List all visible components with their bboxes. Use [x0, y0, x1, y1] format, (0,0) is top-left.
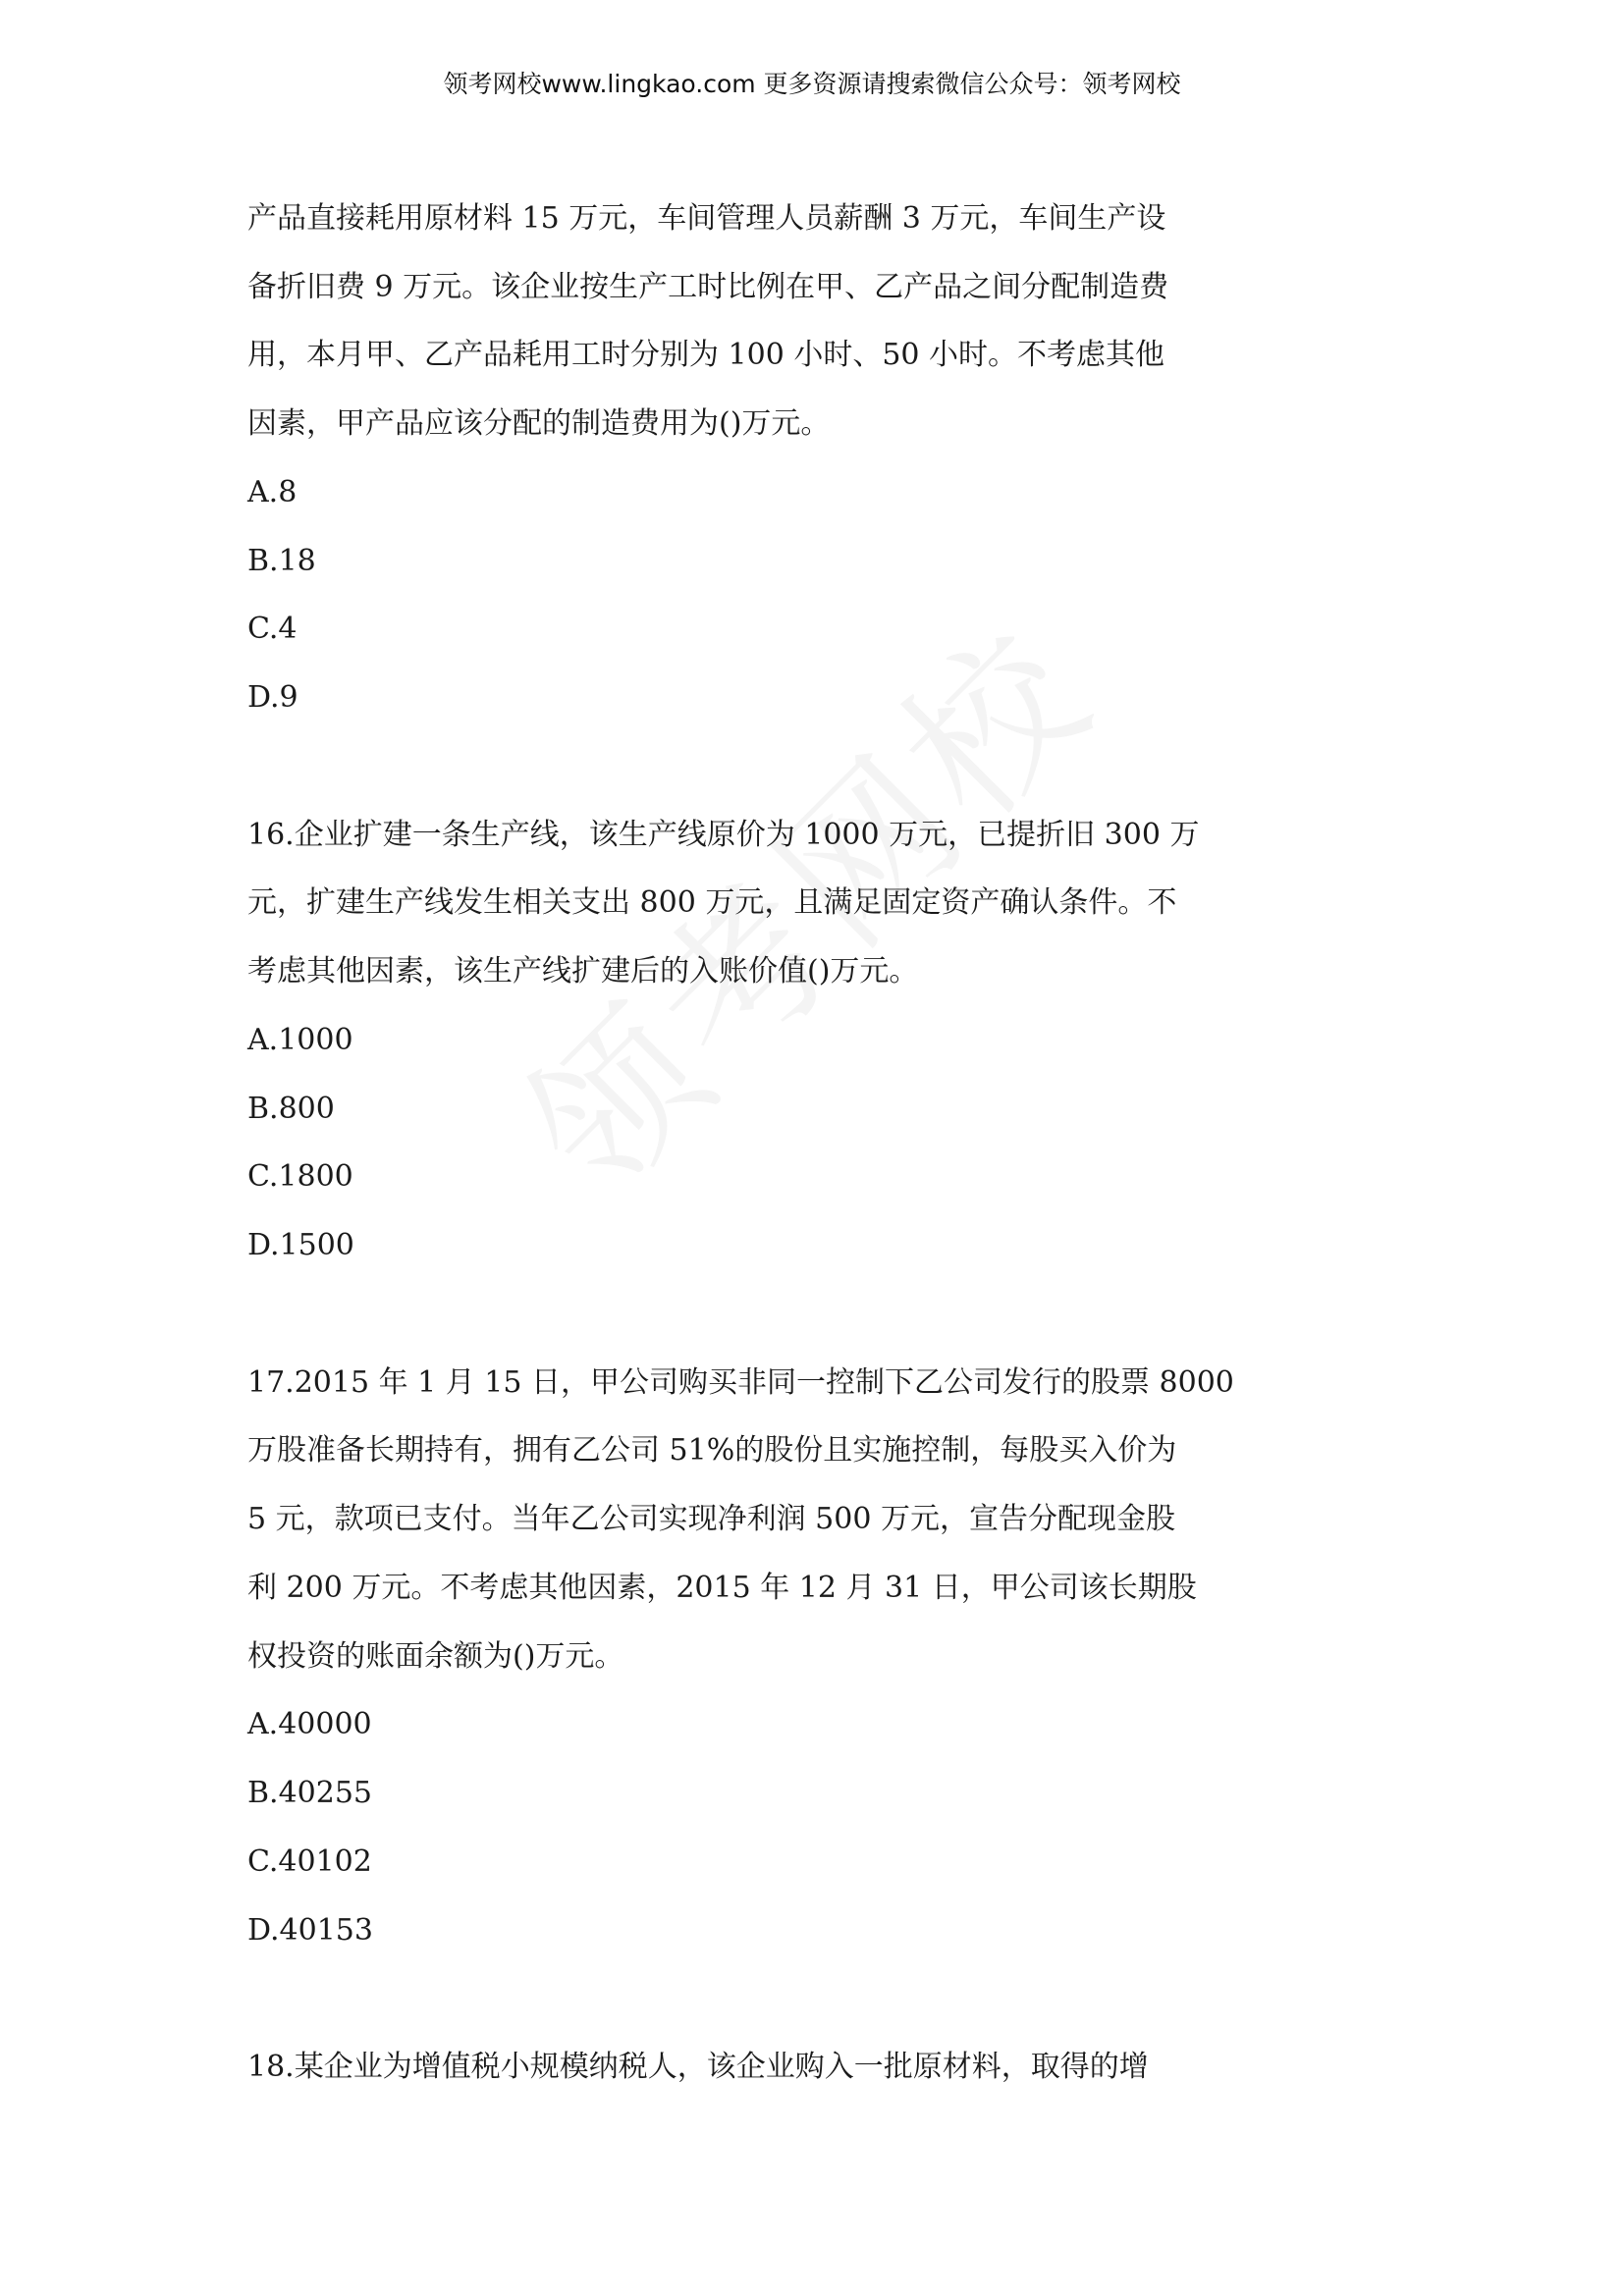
question-17-line-3: 5 元，款项已支付。当年乙公司实现净利润 500 万元，宣告分配现金股	[247, 1502, 1175, 1536]
question-16-option-b: B.800	[247, 1092, 335, 1126]
question-15-line-2: 备折旧费 9 万元。该企业按生产工时比例在甲、乙产品之间分配制造费	[247, 270, 1169, 304]
question-15-line-3: 用，本月甲、乙产品耗用工时分别为 100 小时、50 小时。不考虑其他	[247, 338, 1165, 372]
question-17-line-5: 权投资的账面余额为()万元。	[247, 1639, 624, 1674]
question-17-option-d: D.40153	[247, 1913, 373, 1948]
page-header: 领考网校www.lingkao.com 更多资源请搜索微信公众号：领考网校	[443, 70, 1181, 98]
question-16-option-a: A.1000	[247, 1023, 353, 1057]
question-15-option-d: D.9	[247, 680, 298, 715]
question-17-line-1: 17.2015 年 1 月 15 日，甲公司购买非同一控制下乙公司发行的股票 8000	[247, 1365, 1234, 1400]
question-16-line-3: 考虑其他因素，该生产线扩建后的入账价值()万元。	[247, 954, 919, 988]
question-16-line-2: 元，扩建生产线发生相关支出 800 万元，且满足固定资产确认条件。不	[247, 885, 1177, 920]
question-17-line-4: 利 200 万元。不考虑其他因素，2015 年 12 月 31 日，甲公司该长期股	[247, 1571, 1197, 1605]
question-16-option-c: C.1800	[247, 1159, 353, 1194]
question-17-option-b: B.40255	[247, 1776, 373, 1810]
question-16-line-1: 16.企业扩建一条生产线，该生产线原价为 1000 万元，已提折旧 300 万	[247, 818, 1200, 852]
question-15-option-c: C.4	[247, 612, 298, 646]
question-15-option-a: A.8	[247, 475, 298, 509]
question-16-option-d: D.1500	[247, 1228, 354, 1262]
question-18-line-1: 18.某企业为增值税小规模纳税人，该企业购入一批原材料，取得的增	[247, 2050, 1149, 2084]
question-17-option-a: A.40000	[247, 1707, 372, 1741]
question-15-option-b: B.18	[247, 544, 316, 578]
question-17-line-2: 万股准备长期持有，拥有乙公司 51%的股份且实施控制，每股买入价为	[247, 1433, 1177, 1468]
question-15-line-4: 因素，甲产品应该分配的制造费用为()万元。	[247, 406, 831, 441]
question-17-option-c: C.40102	[247, 1844, 372, 1879]
question-15-line-1: 产品直接耗用原材料 15 万元，车间管理人员薪酬 3 万元，车间生产设	[247, 201, 1166, 236]
